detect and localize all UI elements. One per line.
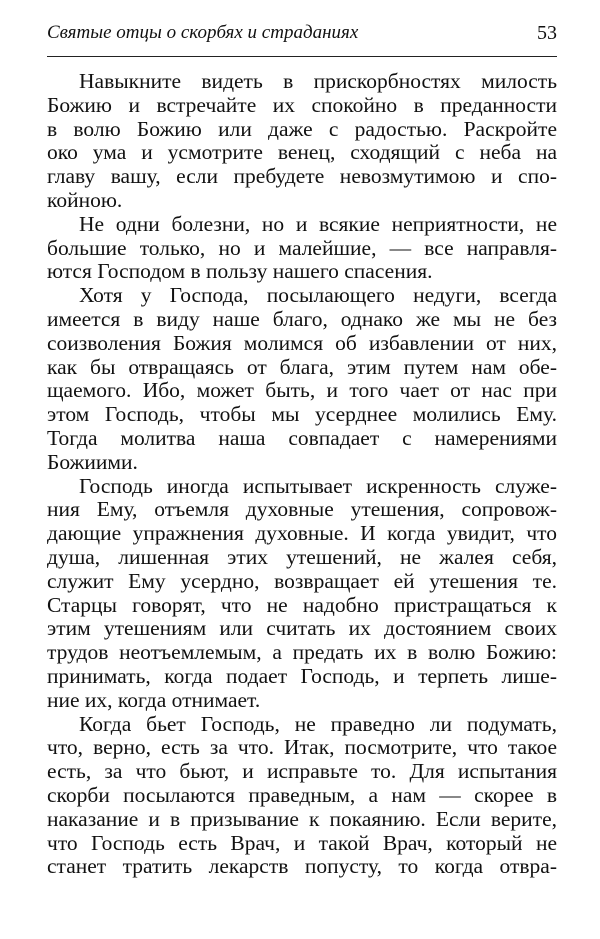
text-line: Старцы говорят, что не надобно пристращаться к: [47, 592, 557, 617]
text-line: скорби посылаются праведным, а нам — скорее в: [47, 782, 557, 807]
text-line: дающие упражнения духовные. И когда увидит, что: [47, 521, 557, 546]
text-line: душа, лишенная этих утешений, не жалея себя,: [47, 544, 557, 569]
text-line: этом Господь, чтобы мы усерднее молились Ему.: [47, 402, 557, 427]
running-title: Святые отцы о скорбях и страданиях: [47, 22, 359, 43]
text-line: имеется в виду наше благо, однако же мы не без: [47, 306, 557, 331]
text-line: ются Господом в пользу нашего спасения.: [47, 259, 433, 284]
page-number: 53: [537, 22, 557, 44]
text-line: Божию и встречайте их спокойно в преданности: [47, 92, 557, 117]
paragraph: [47, 284, 557, 474]
text-line: Не одни болезни, но и всякие неприятности, не: [79, 211, 557, 236]
running-header: [47, 18, 557, 57]
text-line: станет тратить лекарств попусту, то когда отвра-: [47, 854, 557, 879]
text-line: Божиими.: [47, 449, 138, 474]
text-line: служит Ему усердно, возвращает ей утешения те.: [47, 568, 557, 593]
page-body: [47, 70, 557, 879]
text-line: есть, за что бьют, и исправьте то. Для испытания: [47, 759, 557, 784]
text-line: этим утешениям или считать их достоянием своих: [47, 616, 557, 641]
paragraph: [47, 713, 557, 880]
text-line: принимать, когда подает Господь, и терпеть лише-: [47, 663, 557, 688]
text-line: как бы отвращаясь от блага, этим путем нам обе-: [47, 354, 557, 379]
text-line: ние их, когда отнимает.: [47, 687, 261, 712]
paragraph: [47, 475, 557, 713]
text-line: койною.: [47, 187, 123, 212]
text-line: соизволения Божия молимся об избавлении от них,: [47, 330, 557, 355]
text-line: Когда бьет Господь, не праведно ли подумать,: [79, 711, 557, 736]
text-line: в волю Божию или даже с радостью. Раскройте: [47, 116, 557, 141]
paragraph: [47, 70, 557, 213]
text-line: щаемого. Ибо, может быть, и того чает от нас при: [47, 378, 557, 403]
text-line: наказание и в призывание к покаянию. Если верите,: [47, 806, 557, 831]
text-line: Хотя у Господа, посылающего недуги, всегда: [79, 283, 557, 308]
text-line: ния Ему, отъемля духовные утешения, сопровож-: [47, 497, 557, 522]
text-line: большие только, но и малейшие, — все направля-: [47, 235, 557, 260]
text-line: трудов неотъемлемым, а предать их в волю Божию:: [47, 640, 557, 665]
paragraph: [47, 213, 557, 284]
text-line: что, верно, есть за что. Итак, посмотрите, что такое: [47, 735, 557, 760]
text-line: Господь иногда испытывает искренность служе-: [79, 473, 557, 498]
text-line: око ума и усмотрите венец, сходящий с неба на: [47, 140, 557, 165]
text-line: Навыкните видеть в прискорбностях милость: [79, 69, 557, 93]
text-line: что Господь есть Врач, и такой Врач, который не: [47, 830, 557, 855]
text-line: главу вашу, если пребудете невозмутимою и спо-: [47, 164, 557, 189]
text-line: Тогда молитва наша совпадает с намерениями: [47, 425, 557, 450]
